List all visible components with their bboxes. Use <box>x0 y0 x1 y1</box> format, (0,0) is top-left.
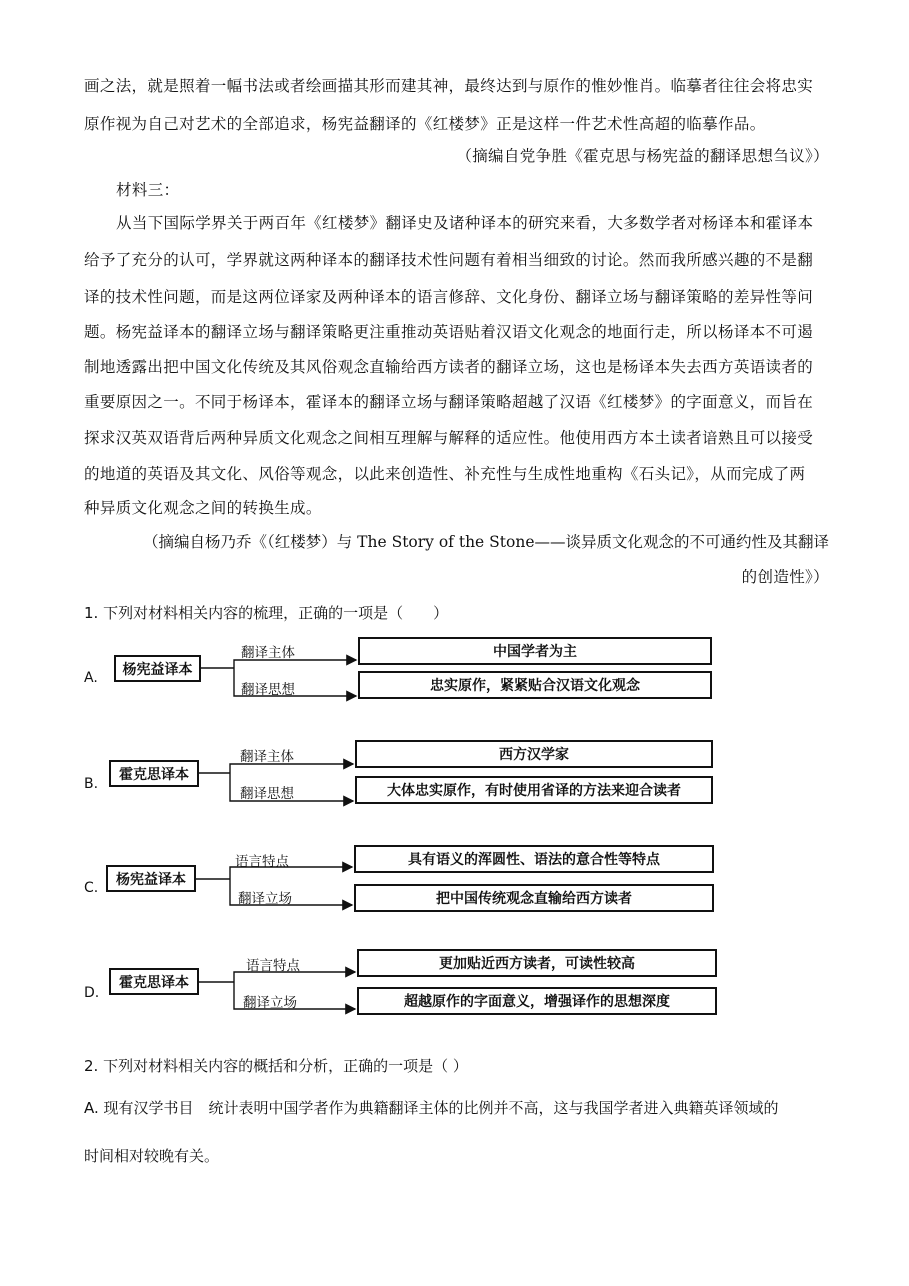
option-a-label-2: 翻译思想 <box>241 682 295 698</box>
option-c-label-2: 翻译立场 <box>238 891 292 907</box>
option-d-box-2: 超越原作的字面意义，增强译作的思想深度 <box>357 987 717 1015</box>
passage-line: 制地透露出把中国文化传统及其风俗观念直输给西方读者的翻译立场，这也是杨译本失去西方英语读者的 <box>84 358 814 376</box>
source-citation: （摘编自杨乃乔《（红楼梦）与 The Story of the Stone——谈异质文化观念的不可通约性及其翻译 <box>142 533 829 551</box>
question-2-option-a-cont: 时间相对较晚有关。 <box>84 1147 220 1165</box>
passage-line: 的地道的英语及其文化、风俗等观念，以此来创造性、补充性与生成性地重构《石头记》，从而完成了两 <box>84 465 806 483</box>
passage-line: 画之法，就是照着一幅书法或者绘画描其形而建其神，最终达到与原作的惟妙惟肖。临摹者往往会将忠实 <box>84 77 814 95</box>
passage-line: 重要原因之一。不同于杨译本，霍译本的翻译立场与翻译策略超越了汉语《红楼梦》的字面意义，而旨在 <box>84 393 814 411</box>
question-1-stem: 1. 下列对材料相关内容的梳理，正确的一项是（ ） <box>84 604 449 622</box>
option-c-root-box: 杨宪益译本 <box>106 865 196 892</box>
passage-line: 译的技术性问题，而是这两位译家及两种译本的语言修辞、文化身份、翻译立场与翻译策略的差异性等问 <box>84 288 814 306</box>
passage-line: 原作视为自己对艺术的全部追求，杨宪益翻译的《红楼梦》正是这样一件艺术性高超的临摹作品。 <box>84 115 766 133</box>
passage-line: 题。杨宪益译本的翻译立场与翻译策略更注重推动英语贴着汉语文化观念的地面行走，所以杨译本不可遏 <box>84 323 814 341</box>
option-d-root-box: 霍克思译本 <box>109 968 199 995</box>
passage-line: 探求汉英双语背后两种异质文化观念之间相互理解与解释的适应性。他使用西方本土读者谙熟且可以接受 <box>84 429 814 447</box>
option-b-box-2: 大体忠实原作，有时使用省译的方法来迎合读者 <box>355 776 713 804</box>
passage-line: 种异质文化观念之间的转换生成。 <box>84 499 322 517</box>
question-2-stem: 2. 下列对材料相关内容的概括和分析，正确的一项是（ ） <box>84 1057 468 1075</box>
option-b-label-2: 翻译思想 <box>240 786 294 802</box>
passage-line: 给予了充分的认可，学界就这两种译本的翻译技术性问题有着相当细致的讨论。然而我所感兴趣的不是翻 <box>84 251 814 269</box>
option-d-label-2: 翻译立场 <box>243 995 297 1011</box>
question-2-option-a: A. 现有汉学书目 统计表明中国学者作为典籍翻译主体的比例并不高，这与我国学者进入典籍英译领域的 <box>84 1099 779 1117</box>
option-b-letter: B. <box>84 776 99 792</box>
source-citation: （摘编自党争胜《霍克思与杨宪益的翻译思想刍议》） <box>456 147 829 165</box>
passage-line: 从当下国际学界关于两百年《红楼梦》翻译史及诸种译本的研究来看，大多数学者对杨译本和霍译本 <box>116 214 814 232</box>
option-b-box-1: 西方汉学家 <box>355 740 713 768</box>
option-a-root-box: 杨宪益译本 <box>114 655 201 682</box>
source-citation: 的创造性》） <box>741 568 829 586</box>
option-d-label-1: 语言特点 <box>246 958 300 974</box>
option-c-label-1: 语言特点 <box>235 854 289 870</box>
option-c-letter: C. <box>84 880 99 896</box>
option-b-label-1: 翻译主体 <box>240 749 294 765</box>
option-d-letter: D. <box>84 985 100 1001</box>
option-c-box-2: 把中国传统观念直输给西方读者 <box>354 884 714 912</box>
option-d-box-1: 更加贴近西方读者，可读性较高 <box>357 949 717 977</box>
material-heading: 材料三： <box>116 181 180 199</box>
option-c-box-1: 具有语义的浑圆性、语法的意合性等特点 <box>354 845 714 873</box>
option-a-box-1: 中国学者为主 <box>358 637 712 665</box>
option-a-box-2: 忠实原作，紧紧贴合汉语文化观念 <box>358 671 712 699</box>
option-a-letter: A. <box>84 670 98 686</box>
option-b-root-box: 霍克思译本 <box>109 760 199 787</box>
option-a-label-1: 翻译主体 <box>241 645 295 661</box>
